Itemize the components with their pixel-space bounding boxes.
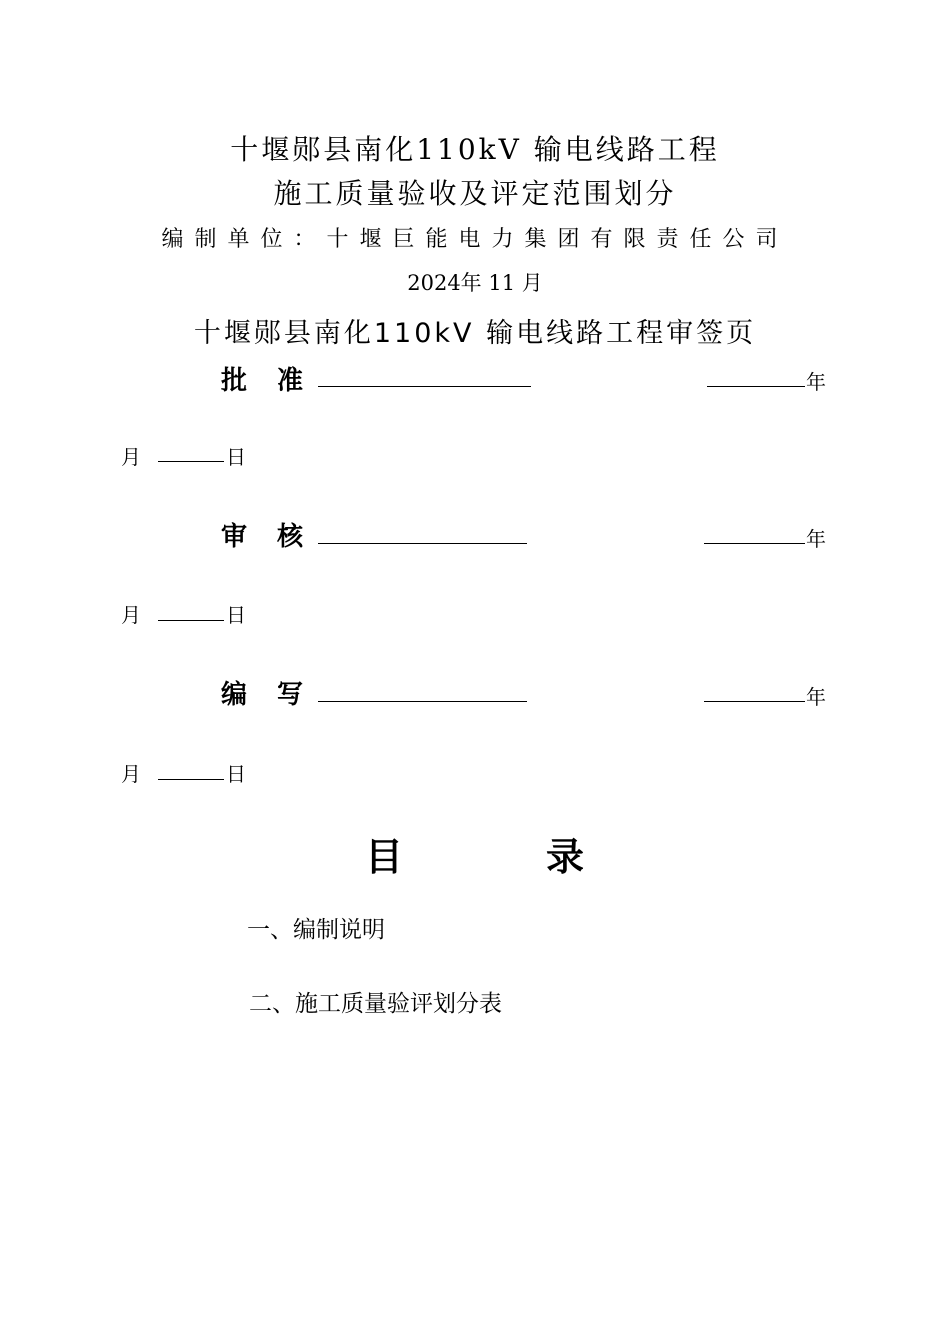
approve-signature-line[interactable] — [318, 386, 531, 387]
document-title-line-2: 施工质量验收及评定范围划分 — [273, 177, 677, 210]
review-day-line[interactable] — [158, 620, 224, 621]
toc-heading-char-1: 目 — [365, 835, 404, 879]
approve-month-label: 月 — [121, 445, 141, 469]
author-signature-line[interactable] — [318, 701, 527, 702]
approve-day-label: 日 — [226, 445, 246, 469]
author-label: 编 写 — [221, 680, 304, 710]
review-day-label: 日 — [226, 603, 246, 627]
toc-heading-char-2: 录 — [546, 835, 585, 879]
toc-item-compilation-notes[interactable]: 一、编制说明 — [247, 917, 385, 943]
compile-date: 2024年 11 月 — [407, 271, 543, 295]
approve-year-label: 年 — [806, 370, 826, 394]
document-title-line-1: 十堰郧县南化110kV 输电线路工程 — [230, 133, 720, 166]
review-signature-line[interactable] — [318, 543, 527, 544]
review-month-label: 月 — [121, 603, 141, 627]
approve-day-line[interactable] — [158, 461, 224, 462]
author-year-line[interactable] — [704, 701, 805, 702]
review-year-label: 年 — [806, 527, 826, 551]
author-year-label: 年 — [806, 685, 826, 709]
author-day-label: 日 — [226, 762, 246, 786]
author-month-label: 月 — [121, 762, 141, 786]
toc-item-quality-division-table[interactable]: 二、施工质量验评划分表 — [249, 991, 502, 1017]
approve-year-line[interactable] — [707, 386, 805, 387]
author-day-line[interactable] — [158, 779, 224, 780]
review-label: 审 核 — [221, 522, 304, 552]
approve-label: 批 准 — [221, 366, 304, 396]
sign-page-title: 十堰郧县南化110kV 输电线路工程审签页 — [193, 318, 757, 349]
compiler-unit: 编制单位：十堰巨能电力集团有限责任公司 — [161, 227, 789, 252]
review-year-line[interactable] — [704, 543, 805, 544]
